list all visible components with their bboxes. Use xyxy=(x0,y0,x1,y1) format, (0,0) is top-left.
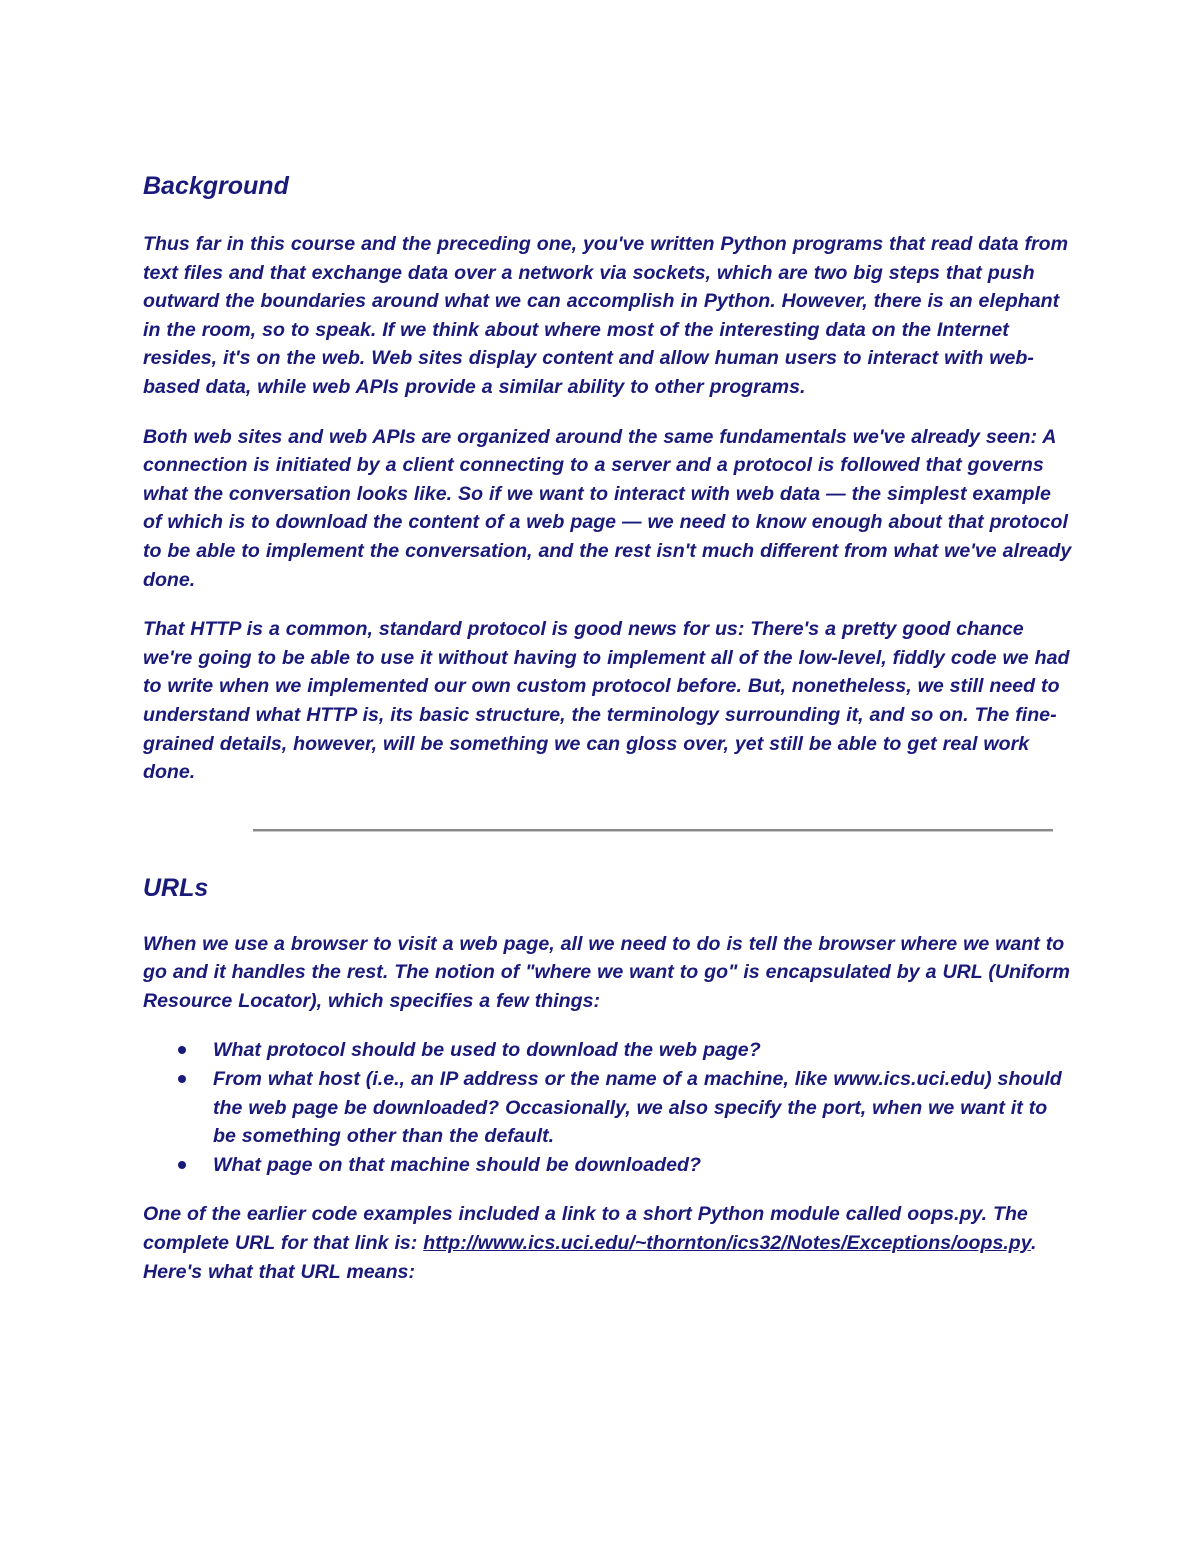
bullet-icon xyxy=(178,1046,186,1054)
example-url-paragraph xyxy=(143,1200,1073,1286)
list-item-text: What page on that machine should be downloaded? xyxy=(213,1153,701,1176)
background-paragraph-2: Both web sites and web APIs are organized around the same fundamentals we've already seen: A connection is initiated by a client connecting to a server and a protocol is followed that governs what the conversation looks like. So if we want to interact with web data — the simplest example of which is to download the content of a web page — we need to know enough about that protocol to be able to implement the conversation, and the rest isn't much different from what we've already done. xyxy=(143,425,1072,591)
bullet-icon xyxy=(178,1075,186,1083)
bullet-icon xyxy=(178,1161,186,1169)
list-item xyxy=(143,1151,1073,1180)
background-paragraph-3: That HTTP is a common, standard protocol is good news for us: There's a pretty good chance we're going to be able to use it without having to implement all of the low-level, fiddly code we had to write when we implemented our own custom protocol before. But, nonetheless, we still need to understand what HTTP is, its basic structure, the terminology surrounding it, and so on. The fine-grained details, however, will be something we can gloss over, yet still be able to get real work done. xyxy=(143,618,1070,784)
horizontal-divider xyxy=(253,829,1053,832)
example-tail-text: . Here's what that URL means: xyxy=(143,1232,1037,1283)
section-heading-background: Background xyxy=(143,172,289,200)
background-paragraph-1: Thus far in this course and the preceding one, you've written Python programs that read data from text files and that exchange data over a network via sockets, which are two big steps that push outward the boundaries around what we can accomplish in Python. However, there is an elephant in the room, so to speak. If we think about where most of the interesting data on the Internet resides, it's on the web. Web sites display content and allow human users to interact with web-based data, while web APIs provide a similar ability to other programs. xyxy=(143,233,1069,398)
list-item xyxy=(143,1036,1073,1065)
section-heading-urls: URLs xyxy=(143,873,209,902)
list-item-text: From what host (i.e., an IP address or the name of a machine, like www.ics.uci.edu) should the web page be downloaded? Occasionally, we also specify the port, when we want it to be something other than the default. xyxy=(213,1068,1062,1148)
urls-intro-paragraph: When we use a browser to visit a web page, all we need to do is tell the browser where we want to go and it handles the rest. The notion of "where we want to go" is encapsulated by a URL (Uniform Resource Locator), which specifies a few things: xyxy=(143,932,1070,1012)
example-intro-text: One of the earlier code examples included a link to a short Python module called oops.py. The complete URL for that link is: xyxy=(143,1203,1028,1255)
oops-py-link[interactable]: http://www.ics.uci.edu/~thornton/ics32/Notes/Exceptions/oops.py xyxy=(423,1232,1031,1255)
document-content xyxy=(143,168,1073,1286)
list-item xyxy=(143,1065,1073,1151)
url-parts-list xyxy=(143,1036,1073,1179)
list-item-text: What protocol should be used to download the web page? xyxy=(213,1039,761,1062)
